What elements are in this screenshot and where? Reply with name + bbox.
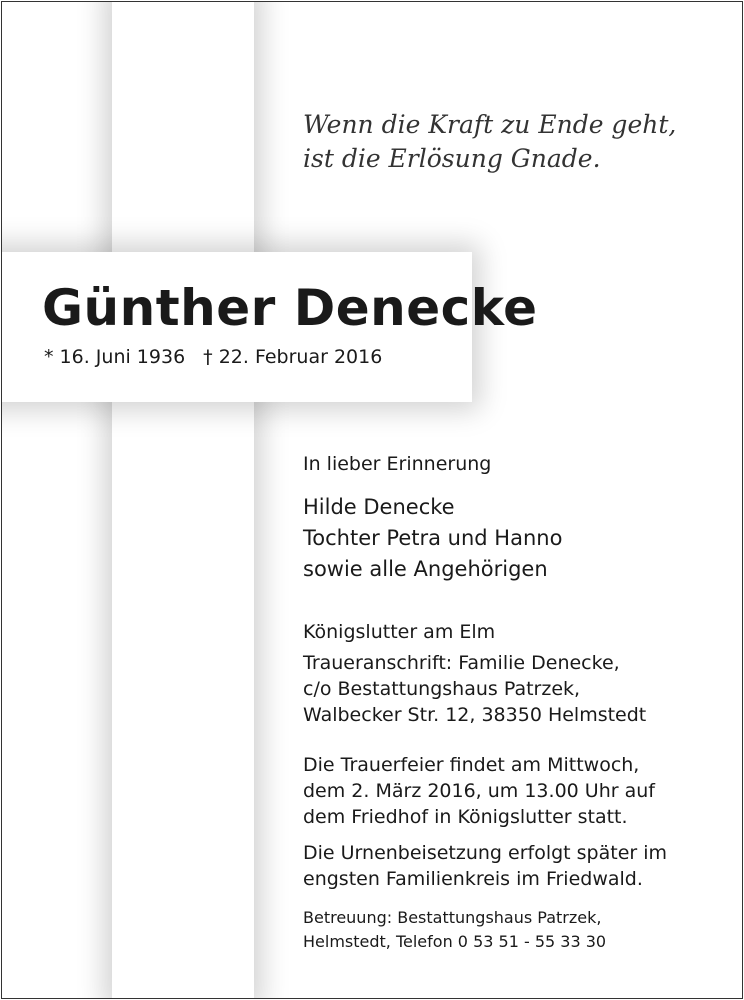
motto-line-2: ist die Erlösung Gnade. bbox=[303, 144, 601, 173]
ceremony-line: dem Friedhof in Königslutter statt. bbox=[303, 806, 628, 828]
address-line: Walbecker Str. 12, 38350 Helmstedt bbox=[303, 704, 647, 726]
death-date: † 22. Februar 2016 bbox=[203, 346, 383, 368]
mourning-address bbox=[303, 650, 646, 728]
motto-line-1: Wenn die Kraft zu Ende geht, bbox=[303, 110, 677, 139]
care-line: Helmstedt, Telefon 0 53 51 - 55 33 30 bbox=[303, 932, 607, 951]
ceremony-line: Die Trauerfeier findet am Mittwoch, bbox=[303, 754, 640, 776]
life-dates bbox=[44, 344, 382, 370]
motto bbox=[303, 108, 676, 176]
mourner: sowie alle Angehörigen bbox=[303, 557, 548, 581]
deceased-name: Günther Denecke bbox=[42, 279, 538, 337]
cross-vertical-beam bbox=[112, 1, 254, 999]
mourners-list bbox=[303, 492, 562, 585]
address-line: Traueranschrift: Familie Denecke, bbox=[303, 652, 620, 674]
mourner: Tochter Petra und Hanno bbox=[303, 526, 563, 550]
funeral-home-contact bbox=[303, 906, 606, 954]
urn-line: Die Urnenbeisetzung erfolgt später im bbox=[303, 842, 668, 864]
address-line: c/o Bestattungshaus Patrzek, bbox=[303, 678, 581, 700]
care-line: Betreuung: Bestattungshaus Patrzek, bbox=[303, 908, 602, 927]
ceremony-notice bbox=[303, 752, 655, 830]
ceremony-line: dem 2. März 2016, um 13.00 Uhr auf bbox=[303, 780, 655, 802]
urn-line: engsten Familienkreis im Friedwald. bbox=[303, 868, 643, 890]
urn-burial-notice bbox=[303, 840, 667, 892]
birth-date: * 16. Juni 1936 bbox=[44, 346, 186, 368]
place: Königslutter am Elm bbox=[303, 621, 496, 643]
mourner: Hilde Denecke bbox=[303, 495, 455, 519]
memory-line: In lieber Erinnerung bbox=[303, 453, 492, 475]
